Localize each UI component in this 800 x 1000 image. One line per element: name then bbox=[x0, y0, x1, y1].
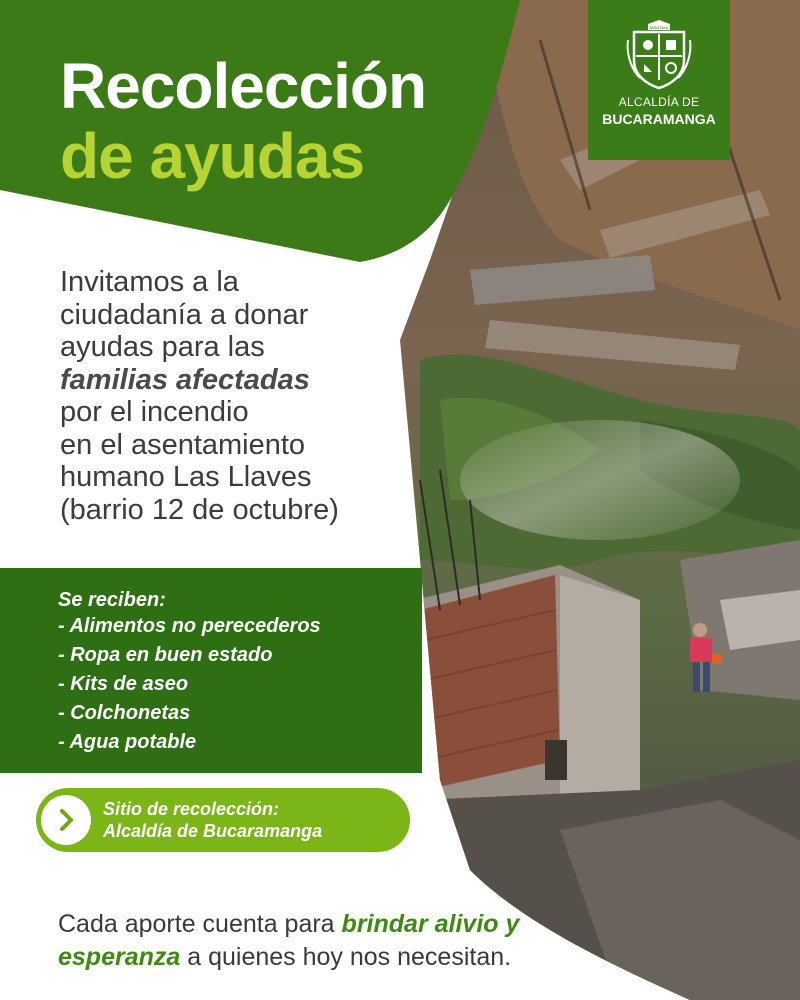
intro-line: ayudas para las bbox=[60, 331, 265, 363]
intro-paragraph bbox=[60, 266, 420, 526]
title-line-2: de ayudas bbox=[60, 120, 365, 192]
city-logo bbox=[588, 0, 730, 160]
footer-message bbox=[58, 908, 578, 974]
collection-site-place: Alcaldía de Bucaramanga bbox=[103, 821, 323, 841]
footer-highlight: brindar alivio y bbox=[341, 910, 520, 938]
footer-highlight: esperanza bbox=[58, 943, 181, 971]
list-item: - Ropa en buen estado bbox=[58, 644, 273, 666]
footer-text: Cada aporte cuenta para bbox=[58, 910, 342, 938]
coat-of-arms-icon bbox=[626, 20, 692, 90]
list-item: - Alimentos no perecederos bbox=[58, 615, 321, 637]
intro-line: Invitamos a la bbox=[60, 266, 239, 298]
title-line-1: Recolección bbox=[60, 50, 427, 122]
footer-text: a quienes hoy nos necesitan. bbox=[180, 943, 512, 971]
donation-list bbox=[58, 612, 321, 757]
collection-site-pill[interactable] bbox=[36, 788, 410, 852]
intro-line-emphasis: familias afectadas bbox=[60, 363, 310, 396]
list-item: - Colchonetas bbox=[58, 702, 191, 724]
intro-line: humano Las Llaves bbox=[60, 461, 312, 493]
intro-line: ciudadanía a donar bbox=[60, 298, 309, 331]
intro-line: en el asentamiento bbox=[60, 428, 306, 461]
logo-line-2: BUCARAMANGA bbox=[602, 111, 716, 127]
collection-site-label: Sitio de recolección: bbox=[103, 799, 280, 819]
chevron-circle bbox=[41, 795, 91, 845]
chevron-right-icon bbox=[54, 808, 78, 832]
intro-line: (barrio 12 de octubre) bbox=[60, 493, 339, 526]
donation-list-title: Se reciben: bbox=[58, 589, 166, 611]
list-item: - Kits de aseo bbox=[58, 673, 189, 695]
crest-text: MONTANI bbox=[649, 25, 669, 30]
intro-line: por el incendio bbox=[60, 396, 249, 428]
list-item: - Agua potable bbox=[58, 731, 197, 753]
logo-line-1: ALCALDÍA DE bbox=[618, 95, 700, 109]
